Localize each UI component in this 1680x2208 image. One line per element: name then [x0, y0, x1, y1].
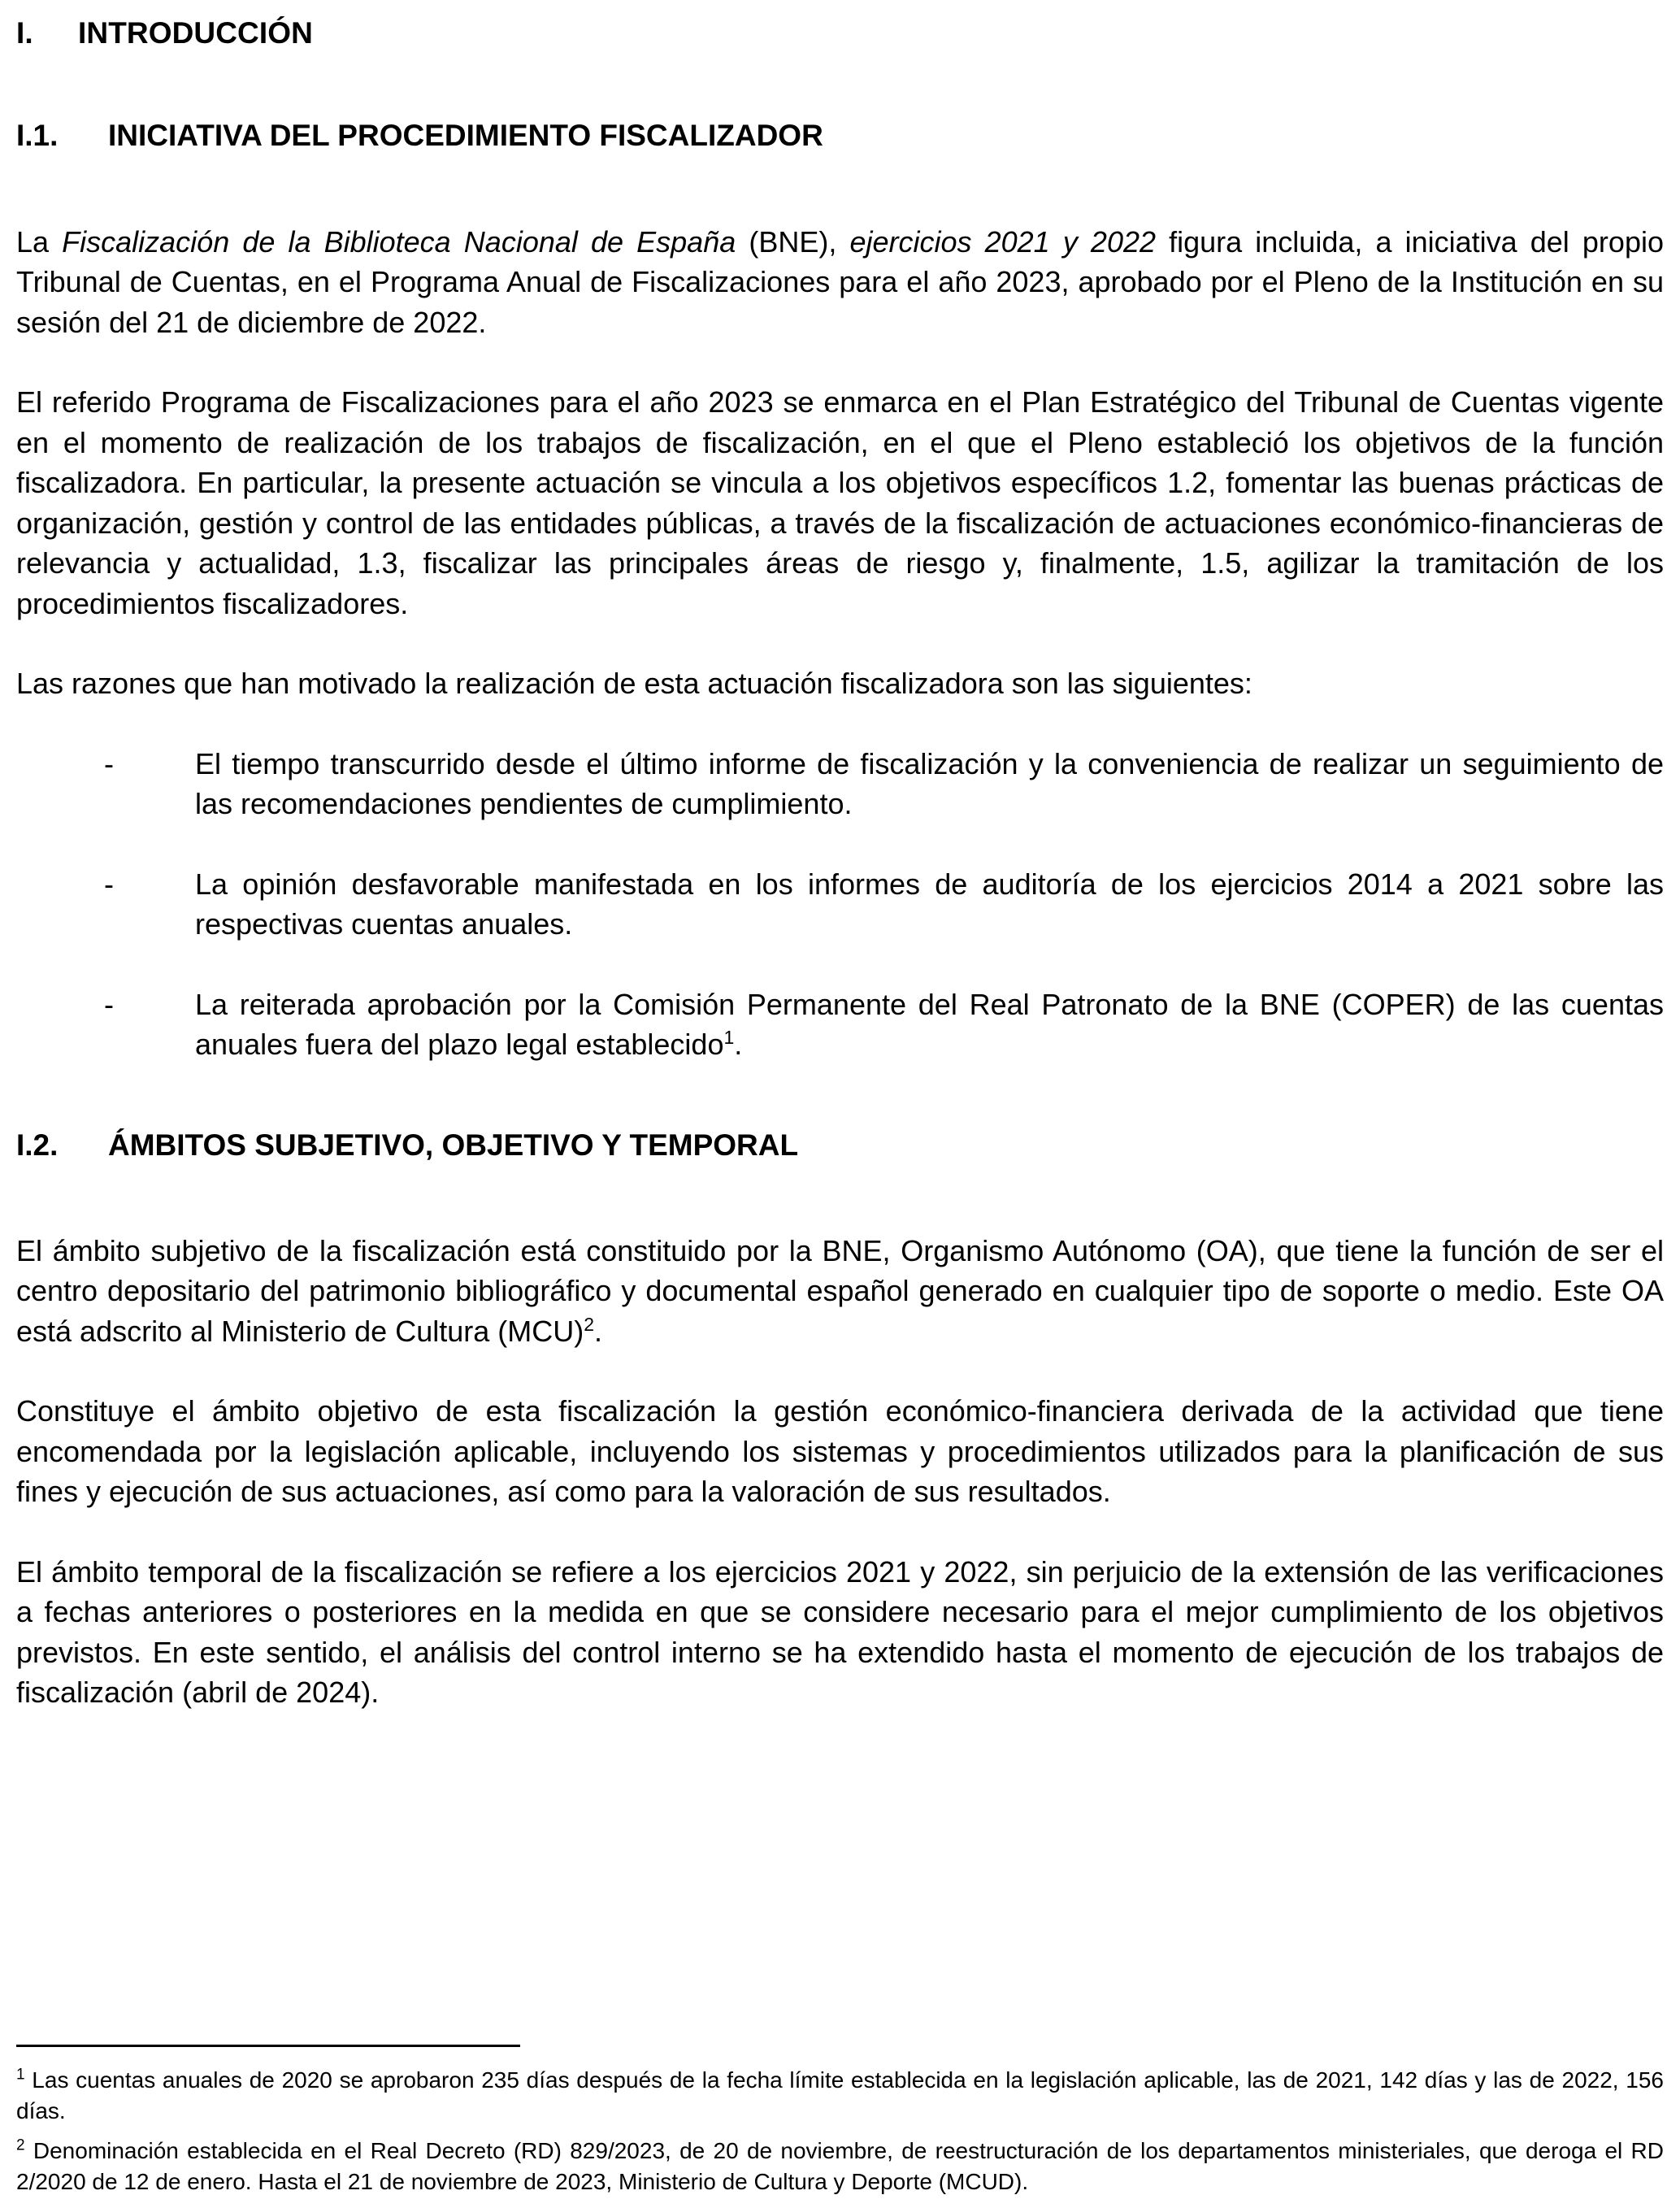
paragraph-fiscalizacion-bne	[16, 222, 1664, 343]
heading-subsection-title: ÁMBITOS SUBJETIVO, OBJETIVO Y TEMPORAL	[108, 1128, 799, 1162]
paragraph-rest: figura incluida, a iniciativa del propio Tribunal de Cuentas, en el Programa Anual de Fiscalizaciones para el año 2023, aprobado por el Pleno de la Institución en su sesión del 21 de diciembre de 2022.	[16, 224, 1664, 339]
paragraph-text: El ámbito subjetivo de la fiscalización está constituido por la BNE, Organismo Autónomo (OA), que tiene la función de ser el centro depositario del patrimonio bibliográfico y documental español generado en cualquier tipo de soporte o medio. Este OA está adscrito al Ministerio de Cultura (MCU)	[16, 1233, 1664, 1348]
list-item-tail: .	[734, 1028, 743, 1061]
spacer	[16, 1065, 1664, 1127]
heading-subsection-title: INICIATIVA DEL PROCEDIMIENTO FISCALIZADOR	[108, 119, 823, 153]
paragraph-tail: .	[594, 1314, 603, 1348]
heading-subsection-ambitos	[16, 1127, 1664, 1164]
footnote-1	[16, 2065, 1664, 2126]
heading-subsection-iniciativa	[16, 117, 1664, 154]
heading-section-introduccion	[16, 15, 1664, 52]
list-item	[16, 744, 1664, 824]
paragraph-ambito-temporal: El ámbito temporal de la fiscalización se refiere a los ejercicios 2021 y 2022, sin perjuicio de la extensión de las verificaciones a fechas anteriores o posteriores en la medida en que se considere necesario para el mejor cumplimiento de los objetivos previstos. En este sentido, el análisis del control interno se ha extendido hasta el momento de ejecución de los trabajos de fiscalización (abril de 2024).	[16, 1554, 1664, 1710]
list-item-text: El tiempo transcurrido desde el último informe de fiscalización y la conveniencia de realizar un seguimiento de las recomendaciones pendientes de cumplimiento.	[195, 746, 1664, 820]
list-item-text: La reiterada aprobación por la Comisión Permanente del Real Patronato de la BNE (COPER) de las cuentas anuales fuera del plazo legal establecido	[195, 987, 1664, 1061]
footnote-marker-1: 1	[16, 2066, 25, 2084]
footnote-marker-2: 2	[16, 2136, 25, 2154]
heading-subsection-number: I.1.	[16, 119, 59, 153]
footnote-1-text: Las cuentas anuales de 2020 se aprobaron 235 días después de la fecha límite establecida en la legislación aplicable, las de 2021, 142 días y las de 2022, 156 días.	[16, 2067, 1664, 2123]
razones-list	[16, 744, 1664, 1065]
footnote-reference-2[interactable]: 2	[584, 1313, 595, 1335]
paragraph-lead: La	[16, 224, 63, 259]
paragraph-programa-fiscalizaciones: El referido Programa de Fiscalizaciones para el año 2023 se enmarca en el Plan Estratégico del Tribunal de Cuentas vigente en el momento de realización de los trabajos de fiscalización, en el que el Pleno estableció los objetivos de la función fiscalizadora. En particular, la presente actuación se vincula a los objetivos específicos 1.2, fomentar las buenas prácticas de organización, gestión y control de las entidades públicas, a través de la fiscalización de actuaciones económico-financieras de relevancia y actualidad, 1.3, fiscalizar las principales áreas de riesgo y, finalmente, 1.5, agilizar la tramitación de los procedimientos fiscalizadores.	[16, 385, 1664, 620]
footnote-reference-1[interactable]: 1	[723, 1027, 735, 1048]
footnote-separator-rule	[16, 2045, 520, 2047]
dash-bullet-marker: -	[104, 746, 114, 780]
footnote-2-text: Denominación establecida en el Real Decreto (RD) 829/2023, de 20 de noviembre, de reestructuración de los departamentos ministeriales, que deroga el RD 2/2020 de 12 de enero. Hasta el 21 de noviembre de 2023, Ministerio de Cultura y Deporte (MCUD).	[16, 2138, 1664, 2194]
list-item	[16, 864, 1664, 945]
paragraph-ambito-subjetivo	[16, 1231, 1664, 1352]
heading-section-title: INTRODUCCIÓN	[78, 16, 313, 50]
italic-ejercicios: ejercicios 2021 y 2022	[849, 224, 1157, 259]
spacer	[16, 52, 1664, 117]
list-item	[16, 984, 1664, 1065]
paragraph-razones-intro: Las razones que han motivado la realización de esta actuación fiscalizadora son las siguientes:	[16, 667, 1252, 700]
spacer	[16, 1164, 1664, 1231]
dash-bullet-marker: -	[104, 867, 114, 901]
dash-bullet-marker: -	[104, 987, 114, 1021]
paragraph-ambito-objetivo: Constituye el ámbito objetivo de esta fiscalización la gestión económico-financiera derivada de la actividad que tiene encomendada por la legislación aplicable, incluyendo los sistemas y procedimientos utilizados para la planificación de sus fines y ejecución de sus actuaciones, así como para la valoración de sus resultados.	[16, 1394, 1664, 1509]
footnote-2	[16, 2136, 1664, 2197]
heading-subsection-number: I.2.	[16, 1128, 59, 1162]
paragraph-mid: (BNE),	[736, 224, 850, 259]
list-item-text: La opinión desfavorable manifestada en los informes de auditoría de los ejercicios 2014 a 2021 sobre las respectivas cuentas anuales.	[195, 867, 1664, 941]
spacer	[16, 155, 1664, 222]
italic-title-fiscalizacion: Fiscalización de la Biblioteca Nacional de España	[62, 224, 736, 259]
footnotes-area	[16, 2045, 1664, 2197]
heading-section-number: I.	[16, 16, 33, 50]
